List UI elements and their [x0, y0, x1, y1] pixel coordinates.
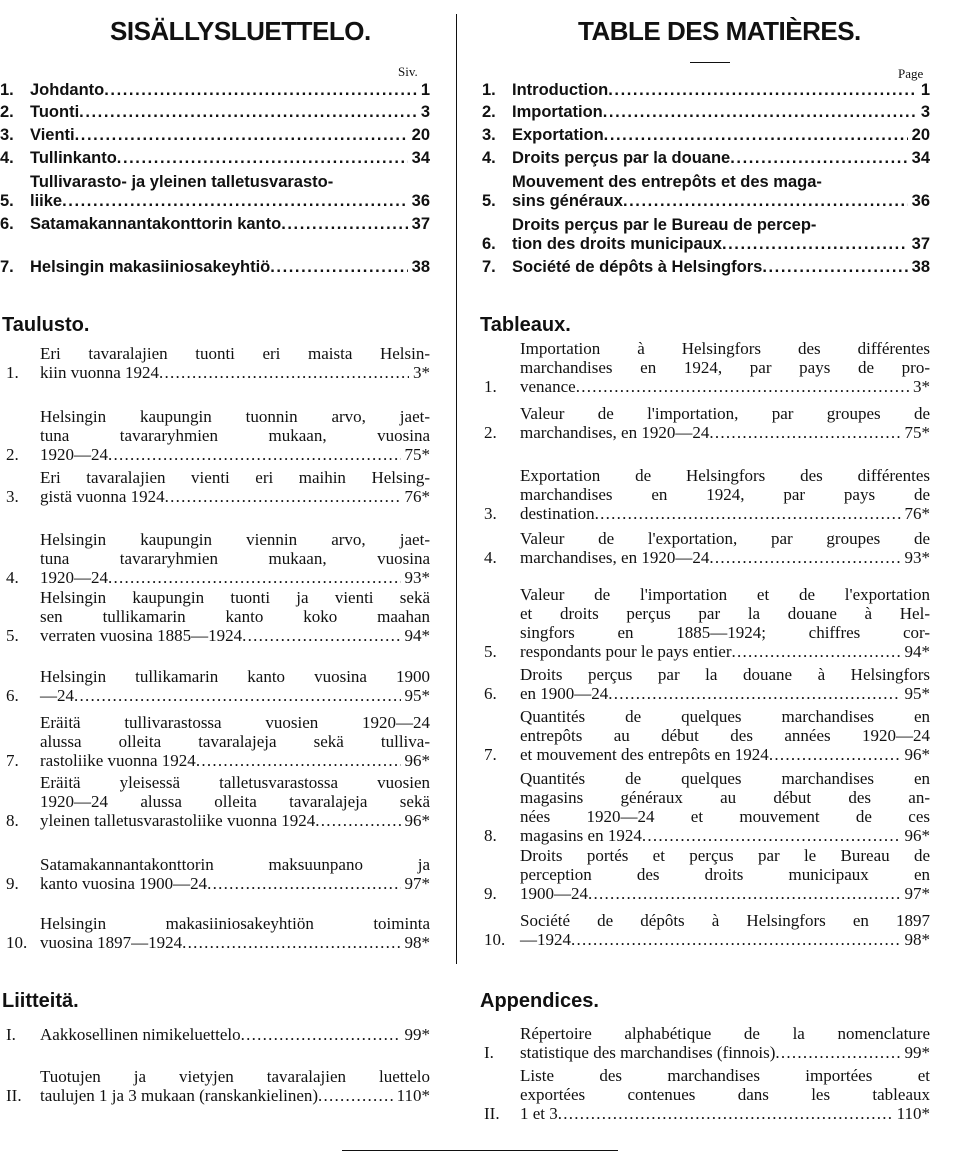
entry-text-line: marchandises en 1924, par pays de pro- [520, 358, 930, 377]
page-number: 98* [404, 933, 430, 952]
leader-dots [165, 487, 401, 506]
toc-entry[interactable] [0, 215, 430, 234]
page-number: 95* [404, 686, 430, 705]
entry-text-line: Importation à Helsingfors des différentes [520, 339, 930, 358]
entry-text-line: Helsingin tullikamarin kanto vuosina 1900 [40, 667, 430, 686]
leader-dots [604, 126, 908, 145]
entry-text-line: Vienti [30, 126, 75, 144]
entry-text-line: alussa olleita tavaralajeja sekä tulliva- [40, 732, 430, 751]
entry-text-line: 1900—24 [520, 884, 588, 903]
toc-entry[interactable] [484, 585, 930, 661]
entry-text-line: Quantités de quelques marchandises en [520, 707, 930, 726]
entry-text-line: statistique des marchandises (finnois) [520, 1043, 776, 1062]
entry-text-line: Satamakannantakonttorin maksuunpano ja [40, 855, 430, 874]
toc-entry[interactable] [482, 149, 930, 168]
entry-number: 3. [0, 126, 14, 144]
entry-text-line: rastoliike vuonna 1924 [40, 751, 196, 770]
entry-number: 8. [6, 811, 19, 830]
finnish-title: SISÄLLYSLUETTELO. [110, 16, 371, 46]
leader-dots [722, 235, 908, 254]
toc-entry[interactable] [484, 769, 930, 845]
entry-text-line: 1920—24 [40, 445, 108, 464]
entry-text-line: yleinen talletusvarastoliike vuonna 1924 [40, 811, 316, 830]
page-number: 94* [904, 642, 930, 661]
leader-dots [595, 504, 901, 523]
french-tables-heading: Tableaux. [480, 314, 571, 336]
page-number: 75* [404, 445, 430, 464]
entry-number: 1. [482, 81, 496, 99]
leader-dots [732, 642, 901, 661]
entry-number: 5. [484, 642, 497, 661]
leader-dots [270, 258, 407, 277]
entry-text-line: Société de dépôts à Helsingfors en 1897 [520, 911, 930, 930]
page-number: 93* [404, 568, 430, 587]
entry-number: 6. [6, 686, 19, 705]
entry-number: 4. [484, 548, 497, 567]
toc-entry[interactable] [484, 665, 930, 703]
entry-number: 9. [6, 874, 19, 893]
page-number: 37 [911, 235, 930, 253]
toc-entry[interactable] [0, 126, 430, 145]
page-number: 93* [904, 548, 930, 567]
leader-dots [558, 1104, 893, 1123]
entry-text-line: Introduction [512, 81, 609, 99]
entry-number: 1. [6, 363, 19, 382]
toc-entry[interactable] [6, 530, 430, 587]
entry-text-line: liike [30, 192, 63, 210]
entry-number: 7. [482, 258, 496, 276]
entry-text-line: Exportation de Helsingfors des différentes [520, 466, 930, 485]
entry-text-line: Droits portés et perçus par le Bureau de [520, 846, 930, 865]
entry-number: 6. [482, 235, 496, 253]
entry-number: 1. [0, 81, 14, 99]
entry-text-line: marchandises, en 1920—24 [520, 423, 710, 442]
entry-text-line: Aakkosellinen nimikeluettelo [40, 1025, 241, 1044]
finnish-appendix-heading: Liitteitä. [2, 990, 79, 1012]
entry-text-line: taulujen 1 ja 3 mukaan (ranskankielinen) [40, 1086, 319, 1105]
entry-number: 5. [0, 192, 14, 210]
entry-text-line: 1 et 3 [520, 1104, 558, 1123]
entry-text-line: kiin vuonna 1924 [40, 363, 159, 382]
french-title: TABLE DES MATIÈRES. [578, 16, 861, 46]
entry-number: 3. [484, 504, 497, 523]
leader-dots [576, 377, 909, 396]
toc-entry[interactable] [6, 407, 430, 464]
entry-number: 3. [482, 126, 496, 144]
leader-dots [74, 686, 401, 705]
leader-dots [159, 363, 409, 382]
entry-number: 2. [482, 103, 496, 121]
entry-text-line: 1920—24 [40, 568, 108, 587]
french-page-column-label: Page [898, 66, 924, 81]
toc-entry[interactable] [6, 344, 430, 382]
entry-number: 6. [484, 684, 497, 703]
leader-dots [241, 1025, 401, 1044]
toc-entry[interactable] [6, 1025, 430, 1044]
entry-text-line: gistä vuonna 1924 [40, 487, 165, 506]
entry-text-line: Valeur de l'exportation, par groupes de [520, 529, 930, 548]
leader-dots [642, 826, 901, 845]
entry-number: 4. [482, 149, 496, 167]
leader-dots [108, 445, 401, 464]
page-number: 95* [904, 684, 930, 703]
entry-number: 2. [0, 103, 14, 121]
entry-text-line: nées 1920—24 et mouvement de ces [520, 807, 930, 826]
page-number: 98* [904, 930, 930, 949]
entry-text-line: Mouvement des entrepôts et des maga- [512, 173, 822, 191]
entry-text-line: destination [520, 504, 595, 523]
entry-number: 7. [6, 751, 19, 770]
entry-number: 2. [484, 423, 497, 442]
leader-dots [709, 423, 900, 442]
entry-number: 9. [484, 884, 497, 903]
entry-text-line: Eri tavaralajien vienti eri maihin Helsing- [40, 468, 430, 487]
entry-text-line: Helsingin makasiiniosakeyhtiö [30, 258, 271, 276]
entry-text-line: Tuonti [30, 103, 80, 121]
entry-text-line: tuna tavararyhmien mukaan, vuosina [40, 426, 430, 445]
leader-dots [182, 933, 400, 952]
leader-dots [318, 1086, 393, 1105]
entry-text-line: Tullinkanto [30, 149, 117, 167]
entry-text-line: Exportation [512, 126, 604, 144]
entry-text-line: singfors en 1885—1924; chiffres cor- [520, 623, 930, 642]
entry-text-line: Tullivarasto- ja yleinen talletusvarasto- [30, 173, 334, 191]
toc-entry[interactable] [484, 404, 930, 442]
toc-entry[interactable] [482, 81, 930, 100]
page-number: 99* [404, 1025, 430, 1044]
entry-text-line: marchandises, en 1920—24 [520, 548, 710, 567]
leader-dots [769, 745, 901, 764]
entry-text-line: Johdanto [30, 81, 105, 99]
page-number: 34 [911, 149, 930, 167]
entry-text-line: Importation [512, 103, 603, 121]
column-divider [456, 14, 457, 964]
toc-entry[interactable] [484, 339, 930, 396]
entry-number: I. [484, 1043, 494, 1062]
leader-dots [608, 81, 917, 100]
toc-entry[interactable] [484, 466, 930, 523]
toc-entry[interactable] [6, 588, 430, 645]
page-number: 1 [420, 81, 430, 99]
entry-text-line: Valeur de l'importation et de l'exportation [520, 585, 930, 604]
entry-text-line: verraten vuosina 1885—1924 [40, 626, 243, 645]
entry-number: 7. [0, 258, 14, 276]
entry-text-line: venance [520, 377, 576, 396]
entry-text-line: Eräitä yleisessä talletusvarastossa vuosien [40, 773, 430, 792]
entry-text-line: tuna tavararyhmien mukaan, vuosina [40, 549, 430, 568]
page-number: 36 [911, 192, 930, 210]
page-number: 96* [904, 826, 930, 845]
entry-text-line: vuosina 1897—1924 [40, 933, 183, 952]
leader-dots [207, 874, 400, 893]
page-number: 3* [413, 363, 430, 382]
french-appendix-heading: Appendices. [480, 990, 599, 1012]
toc-entry[interactable] [6, 713, 430, 770]
toc-entry[interactable] [482, 216, 930, 254]
entry-text-line: kanto vuosina 1900—24 [40, 874, 208, 893]
page-number: 3* [913, 377, 930, 396]
entry-text-line: Liste des marchandises importées et [520, 1066, 930, 1085]
leader-dots [623, 192, 908, 211]
leader-dots [588, 884, 901, 903]
entry-text-line: respondants pour le pays entier [520, 642, 732, 661]
page-number: 38 [411, 258, 430, 276]
footer-rule [342, 1150, 618, 1151]
entry-number: 1. [484, 377, 497, 396]
toc-entry[interactable] [6, 855, 430, 893]
leader-dots [709, 548, 900, 567]
entry-text-line: Eräitä tullivarastossa vuosien 1920—24 [40, 713, 430, 732]
entry-number: 5. [6, 626, 19, 645]
toc-entry[interactable] [484, 707, 930, 764]
entry-text-line: en 1900—24 [520, 684, 609, 703]
entry-number: 4. [6, 568, 19, 587]
leader-dots [62, 192, 408, 211]
entry-number: II. [484, 1104, 500, 1123]
page-number: 3 [420, 103, 430, 121]
page-number: 76* [404, 487, 430, 506]
entry-number: 5. [482, 192, 496, 210]
page-number: 96* [404, 811, 430, 830]
entry-text-line: Valeur de l'importation, par groupes de [520, 404, 930, 423]
toc-entry[interactable] [484, 529, 930, 567]
leader-dots [108, 568, 401, 587]
entry-text-line: Helsingin kaupungin viennin arvo, jaet- [40, 530, 430, 549]
leader-dots [79, 103, 417, 122]
entry-text-line: Helsingin kaupungin tuonti ja vienti sekä [40, 588, 430, 607]
finnish-tables-heading: Taulusto. [2, 314, 90, 336]
entry-text-line: Tuotujen ja vietyjen tavaralajien luettelo [40, 1067, 430, 1086]
entry-text-line: Helsingin makasiiniosakeyhtiön toiminta [40, 914, 430, 933]
toc-entry[interactable] [6, 468, 430, 506]
entry-text-line: Quantités de quelques marchandises en [520, 769, 930, 788]
page-number: 99* [904, 1043, 930, 1062]
entry-text-line: Helsingin kaupungin tuonnin arvo, jaet- [40, 407, 430, 426]
toc-entry[interactable] [0, 103, 430, 122]
entry-text-line: Répertoire alphabétique de la nomenclature [520, 1024, 930, 1043]
page-number: 110* [896, 1104, 930, 1123]
page-number: 75* [904, 423, 930, 442]
entry-number: I. [6, 1025, 16, 1044]
entry-text-line: Satamakannantakonttorin kanto [30, 215, 282, 233]
entry-text-line: —1924 [520, 930, 571, 949]
entry-text-line: magasins généraux au début des an- [520, 788, 930, 807]
leader-dots [75, 126, 408, 145]
page-number: 20 [411, 126, 430, 144]
entry-number: 10. [6, 933, 28, 952]
entry-number: 2. [6, 445, 19, 464]
entry-text-line: 1920—24 alussa olleita tavaralajeja sekä [40, 792, 430, 811]
entry-text-line: marchandises en 1924, par pays de [520, 485, 930, 504]
finnish-page-column-label: Siv. [398, 64, 418, 79]
leader-dots [603, 103, 917, 122]
entry-text-line: Eri tavaralajien tuonti eri maista Helsin- [40, 344, 430, 363]
entry-text-line: exportées contenues dans les tableaux [520, 1085, 930, 1104]
page-number: 96* [904, 745, 930, 764]
page-number: 3 [920, 103, 930, 121]
entry-number: 4. [0, 149, 14, 167]
entry-text-line: et droits perçus par la douane à Hel- [520, 604, 930, 623]
toc-entry[interactable] [484, 846, 930, 903]
toc-entry[interactable] [6, 667, 430, 705]
entry-text-line: sen tullikamarin kanto koko maahan [40, 607, 430, 626]
leader-dots [104, 81, 417, 100]
leader-dots [242, 626, 400, 645]
leader-dots [281, 215, 407, 234]
toc-entry[interactable] [6, 773, 430, 830]
entry-text-line: —24 [40, 686, 74, 705]
entry-text-line: et mouvement des entrepôts en 1924 [520, 745, 769, 764]
entry-text-line: magasins en 1924 [520, 826, 642, 845]
leader-dots [117, 149, 408, 168]
page-number: 20 [911, 126, 930, 144]
leader-dots [775, 1043, 900, 1062]
page-number: 94* [404, 626, 430, 645]
entry-text-line: Société de dépôts à Helsingfors [512, 258, 763, 276]
entry-text-line: Droits perçus par la douane à Helsingfors [520, 665, 930, 684]
toc-entry[interactable] [0, 258, 430, 277]
page-number: 97* [404, 874, 430, 893]
entry-text-line: Droits perçus par le Bureau de percep- [512, 216, 817, 234]
entry-number: 8. [484, 826, 497, 845]
toc-entry[interactable] [484, 1066, 930, 1123]
leader-dots [315, 811, 400, 830]
leader-dots [571, 930, 901, 949]
entry-text-line: entrepôts au début des années 1920—24 [520, 726, 930, 745]
page-number: 97* [904, 884, 930, 903]
page-number: 110* [396, 1086, 430, 1105]
toc-entry[interactable] [484, 911, 930, 949]
toc-entry[interactable] [0, 81, 430, 100]
page-number: 34 [411, 149, 430, 167]
entry-number: 3. [6, 487, 19, 506]
toc-entry[interactable] [482, 126, 930, 145]
entry-number: 7. [484, 745, 497, 764]
entry-number: II. [6, 1086, 22, 1105]
toc-entry[interactable] [0, 173, 430, 211]
leader-dots [196, 751, 401, 770]
leader-dots [608, 684, 900, 703]
page-number: 76* [904, 504, 930, 523]
toc-entry[interactable] [6, 914, 430, 952]
entry-number: 6. [0, 215, 14, 233]
toc-entry[interactable] [6, 1067, 430, 1105]
page-number: 36 [411, 192, 430, 210]
toc-entry[interactable] [0, 149, 430, 168]
page-number: 37 [411, 215, 430, 233]
leader-dots [730, 149, 907, 168]
header-rule [690, 62, 730, 63]
toc-entry[interactable] [484, 1024, 930, 1062]
page-number: 38 [911, 258, 930, 276]
toc-entry[interactable] [482, 173, 930, 211]
toc-entry[interactable] [482, 103, 930, 122]
entry-number: 10. [484, 930, 506, 949]
entry-text-line: Droits perçus par la douane [512, 149, 731, 167]
toc-entry[interactable] [482, 258, 930, 277]
page-number: 96* [404, 751, 430, 770]
entry-text-line: perception des droits municipaux en [520, 865, 930, 884]
entry-text-line: sins généraux [512, 192, 623, 210]
entry-text-line: tion des droits municipaux [512, 235, 722, 253]
leader-dots [762, 258, 907, 277]
page-number: 1 [920, 81, 930, 99]
